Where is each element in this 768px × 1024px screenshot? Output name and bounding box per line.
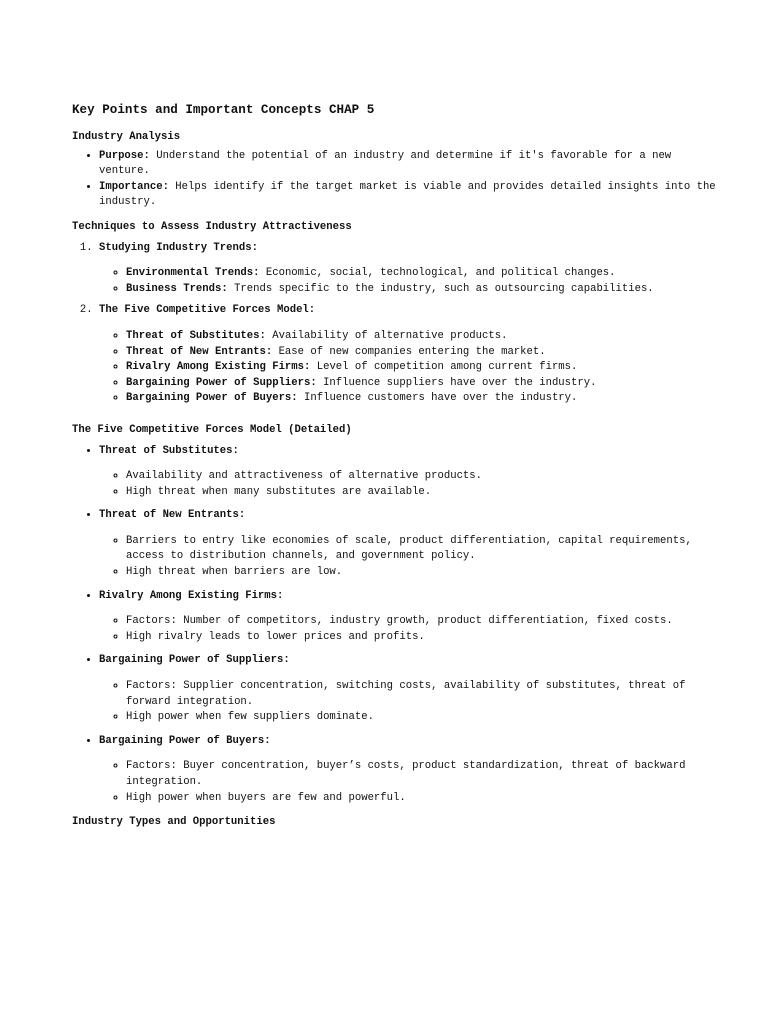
- sub-list: [99, 759, 728, 806]
- item-label: 2. The Five Competitive Forces Model:: [99, 304, 316, 317]
- section-heading-industry-analysis: Industry Analysis: [72, 131, 181, 143]
- sub-list: [99, 534, 728, 581]
- list-item: [99, 180, 728, 211]
- item-label: • Bargaining Power of Buyers:: [99, 734, 271, 747]
- sub-list-item: ◦ Factors: Buyer concentration, buyer’s costs, product standardization, threat of backward integration.: [126, 759, 728, 790]
- item-text: Understand the potential of an industry and determine if it's favorable for a new venture.: [99, 149, 672, 178]
- section-heading-industry-types: Industry Types and Opportunities: [72, 816, 276, 829]
- list-item: [99, 734, 728, 806]
- sub-list-item: ◦ Factors: Number of competitors, industry growth, product differentiation, fixed costs.: [126, 614, 728, 630]
- page-title: Key Points and Important Concepts CHAP 5: [72, 103, 375, 117]
- sub-list: [99, 679, 728, 726]
- item-text: Influence customers have over the industry.: [297, 392, 578, 405]
- item-label: • Threat of Substitutes:: [99, 444, 239, 457]
- list-item: [99, 508, 728, 580]
- sub-list-item: ◦ Factors: Supplier concentration, switching costs, availability of substitutes, threat of forward integration.: [126, 679, 728, 710]
- sub-list-item: [126, 345, 728, 361]
- industry-analysis-list: [72, 149, 728, 211]
- sub-list-item: ◦ High power when few suppliers dominate.: [126, 710, 728, 726]
- sub-list-item: ◦ High rivalry leads to lower prices and profits.: [126, 630, 728, 646]
- sub-list-item: [126, 376, 728, 392]
- sub-list-item: [126, 282, 728, 298]
- item-label: • Rivalry Among Existing Firms:: [99, 589, 284, 602]
- list-item: [99, 589, 728, 646]
- item-label: Threat of Substitutes:: [126, 329, 266, 342]
- sub-list-item: ◦ High power when buyers are few and powerful.: [126, 791, 728, 807]
- item-label: Environmental Trends:: [126, 267, 260, 280]
- list-item: [99, 653, 728, 725]
- list-item: [99, 303, 728, 407]
- item-text: Ease of new companies entering the market.: [272, 345, 546, 358]
- item-label: • Bargaining Power of Suppliers:: [99, 654, 290, 667]
- item-label: 1. Studying Industry Trends:: [99, 241, 258, 254]
- list-item: [99, 149, 728, 180]
- section-heading-techniques: Techniques to Assess Industry Attractiveness: [72, 220, 352, 233]
- item-label: Importance:: [99, 180, 169, 193]
- sub-list-item: ◦ Availability and attractiveness of alternative products.: [126, 469, 728, 485]
- item-label: Purpose:: [99, 149, 150, 162]
- sub-list: [99, 329, 728, 407]
- item-label: Threat of New Entrants:: [126, 345, 273, 358]
- five-forces-detailed-list: [72, 444, 728, 807]
- item-text: Trends specific to the industry, such as outsourcing capabilities.: [227, 282, 654, 295]
- sub-list-item: [126, 360, 728, 376]
- item-text: Level of competition among current firms.: [310, 361, 578, 374]
- list-item: [99, 241, 728, 298]
- item-label: Bargaining Power of Buyers:: [126, 392, 298, 405]
- item-text: Economic, social, technological, and political changes.: [259, 267, 616, 280]
- sub-list-item: ◦ High threat when barriers are low.: [126, 565, 728, 581]
- sub-list-item: ◦ High threat when many substitutes are available.: [126, 485, 728, 501]
- sub-list: [99, 469, 728, 500]
- section-heading-five-forces-detailed: The Five Competitive Forces Model (Detailed): [72, 423, 352, 436]
- sub-list-item: [126, 391, 728, 407]
- sub-list-item: [126, 266, 728, 282]
- item-label: Business Trends:: [126, 282, 228, 295]
- item-text: Influence suppliers have over the industry.: [316, 376, 597, 389]
- item-label: Bargaining Power of Suppliers:: [126, 376, 317, 389]
- sub-list-item: ◦ Barriers to entry like economies of scale, product differentiation, capital requirements, access to distribution channels, and government policy.: [126, 534, 728, 565]
- sub-list: [99, 614, 728, 645]
- list-item: [99, 444, 728, 501]
- item-text: Availability of alternative products.: [265, 329, 508, 342]
- sub-list: [99, 266, 728, 297]
- item-label: • Threat of New Entrants:: [99, 509, 246, 522]
- item-label: Rivalry Among Existing Firms:: [126, 361, 311, 374]
- techniques-list: [72, 241, 728, 407]
- sub-list-item: [126, 329, 728, 345]
- item-text: Helps identify if the target market is viable and provides detailed insights into the industry.: [99, 180, 716, 209]
